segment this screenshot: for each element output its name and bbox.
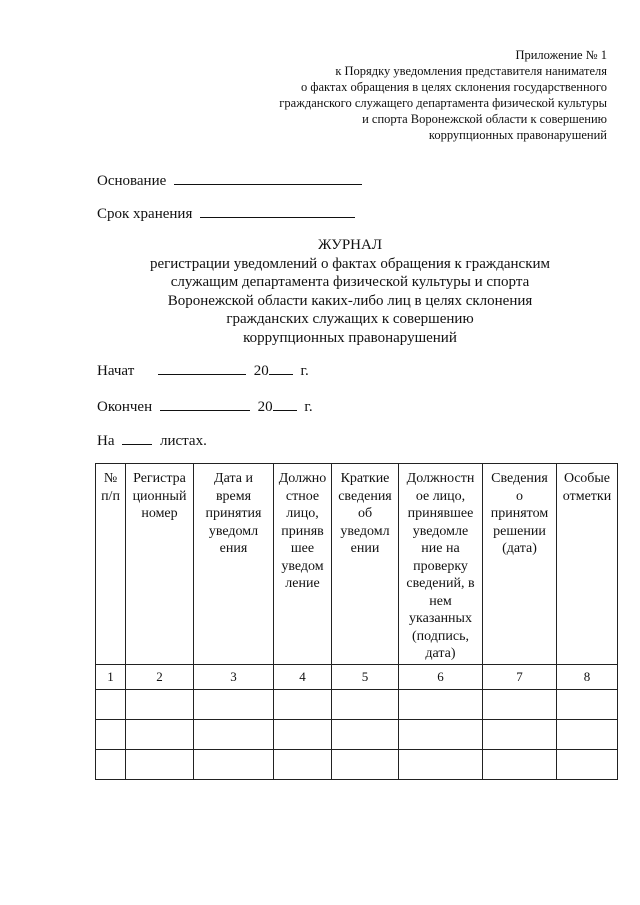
sheets-prefix: На [97,433,115,449]
ended-date-blank [160,396,250,411]
sheets-blank [122,430,152,445]
appendix-line: коррупционных правонарушений [428,128,607,142]
started-year-suffix: г. [300,363,309,379]
empty-cell [194,750,274,780]
ended-year-blank [273,396,297,411]
sheets-field [97,430,207,450]
column-number: 6 [399,665,483,690]
table-row [96,750,618,780]
basis-label: Основание [97,173,167,189]
empty-cell [96,690,126,720]
column-number: 3 [194,665,274,690]
empty-cell [557,750,618,780]
table-header-row [96,464,618,665]
empty-cell [274,750,332,780]
storage-blank [200,203,355,218]
header-cell-reg-number: Регистра ционный номер [126,464,194,665]
header-cell-decision: Сведения о принятом решении (дата) [483,464,557,665]
column-number: 4 [274,665,332,690]
empty-cell [557,690,618,720]
empty-cell [332,690,399,720]
header-cell-date-time: Дата и время принятия уведомл ения [194,464,274,665]
title-line: гражданских служащих к совершению [226,311,474,327]
appendix-line: гражданского служащего департамента физической культуры [279,96,607,110]
empty-cell [194,690,274,720]
journal-table [95,463,618,780]
appendix-line: и спорта Воронежской области к совершению [362,112,607,126]
empty-cell [332,720,399,750]
sheets-suffix: листах. [160,433,207,449]
journal-title-block [100,236,600,347]
appendix-line: о фактах обращения в целях склонения государственного [301,80,607,94]
header-cell-notes: Особые отметки [557,464,618,665]
empty-cell [274,720,332,750]
appendix-line: Приложение № 1 [515,48,607,62]
header-cell-verifier: Должностн ое лицо, принявшее уведомле ние на проверку сведений, в нем указанных (подпись, дата) [399,464,483,665]
started-year-blank [269,360,293,375]
empty-cell [483,720,557,750]
ended-year: 20 [257,399,273,415]
started-field [97,360,309,380]
journal-heading: ЖУРНАЛ [317,237,383,253]
column-number: 2 [126,665,194,690]
appendix-block [187,47,607,143]
header-cell-official: Должно стное лицо, приняв шее уведом ление [274,464,332,665]
started-year: 20 [253,363,269,379]
title-line: регистрации уведомлений о фактах обращения к гражданским [149,255,551,272]
empty-cell [332,750,399,780]
empty-cell [126,720,194,750]
storage-label: Срок хранения [97,206,193,222]
title-line: Воронежской области каких-либо лиц в целях склонения [167,292,533,309]
ended-field [97,396,313,416]
empty-cell [126,690,194,720]
basis-field [97,170,362,190]
basis-blank [174,170,362,185]
empty-cell [96,720,126,750]
empty-cell [399,690,483,720]
header-cell-number: № п/п [96,464,126,665]
empty-cell [399,750,483,780]
empty-cell [483,690,557,720]
empty-cell [194,720,274,750]
empty-cell [126,750,194,780]
column-number: 1 [96,665,126,690]
column-number: 8 [557,665,618,690]
appendix-line: к Порядку уведомления представителя нанимателя [335,64,607,78]
column-number: 7 [483,665,557,690]
header-cell-summary: Краткие сведения об уведомл ении [332,464,399,665]
table-row [96,720,618,750]
title-line: коррупционных правонарушений [243,329,457,346]
empty-cell [274,690,332,720]
empty-cell [96,750,126,780]
empty-cell [557,720,618,750]
started-label: Начат [97,363,135,379]
ended-year-suffix: г. [304,399,313,415]
started-date-blank [158,360,246,375]
empty-cell [483,750,557,780]
table-number-row [96,665,618,690]
ended-label: Окончен [97,399,153,415]
table-row [96,690,618,720]
empty-cell [399,720,483,750]
title-line: служащим департамента физической культуры и спорта [170,274,530,290]
storage-field [97,203,355,223]
column-number: 5 [332,665,399,690]
